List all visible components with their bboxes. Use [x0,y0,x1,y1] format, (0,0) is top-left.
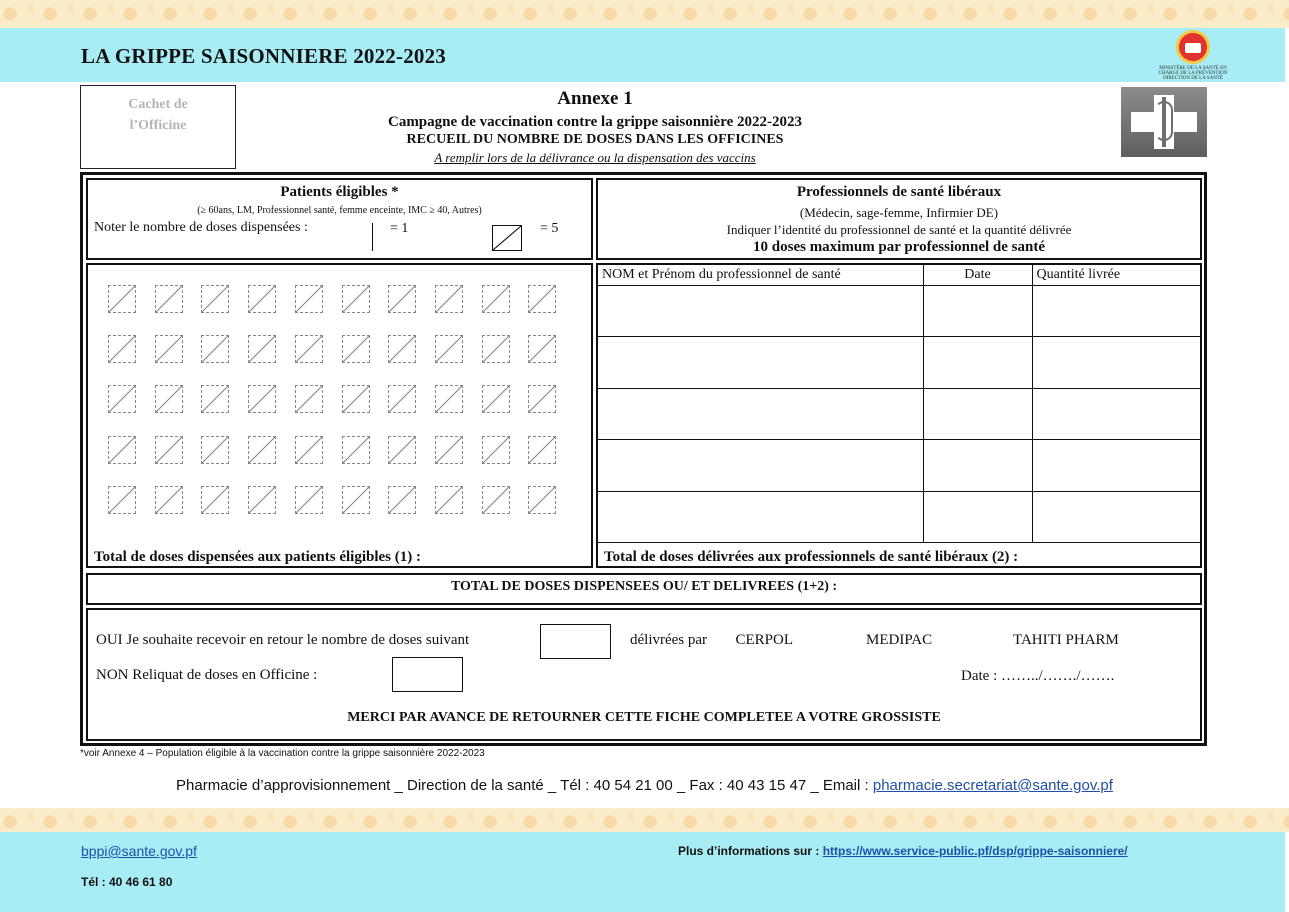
oui-option-label: OUI Je souhaite recevoir en retour le nombre de doses suivant [96,632,470,648]
dose-tally-box[interactable] [201,436,229,464]
dose-tally-box[interactable] [342,486,370,514]
supplier-tahiti-pharm-label: TAHITI PHARM [1013,632,1119,648]
dose-tally-box[interactable] [482,335,510,363]
dose-tally-box[interactable] [155,285,183,313]
dose-tally-box[interactable] [528,335,556,363]
grand-total-label: TOTAL DE DOSES DISPENSEES OU/ ET DELIVREES (1+2) : [450,579,838,594]
dose-tally-box[interactable] [482,385,510,413]
dose-tally-box[interactable] [108,335,136,363]
dose-tally-box[interactable] [342,385,370,413]
dose-count-instruction: Noter le nombre de doses dispensées : [94,220,308,235]
date-cell[interactable] [923,337,1032,389]
professionals-table-area [596,263,1202,568]
professionals-limit: 10 doses maximum par professionnel de santé [753,239,1045,255]
footnote: *voir Annexe 4 – Population éligible à la vaccination contre la grippe saisonnière 2022-2023 [80,748,485,759]
dose-tally-box[interactable] [108,385,136,413]
tally-five-icon [492,225,522,251]
annexe-instruction: A remplir lors de la délivrance ou la dispensation des vaccins [434,150,756,165]
pharmacy-cross-icon [1121,87,1207,157]
dose-tally-box[interactable] [155,436,183,464]
form-frame [80,172,1207,746]
name-cell[interactable] [598,337,923,389]
dose-tally-box[interactable] [482,285,510,313]
supplier-medipac-option[interactable] [866,632,932,649]
dose-tally-box[interactable] [155,486,183,514]
professionals-header [596,178,1202,260]
dose-tally-box[interactable] [388,285,416,313]
doses-return-input[interactable] [540,624,611,659]
date-cell[interactable] [923,491,1032,543]
date-field[interactable]: Date : ……../……./……. [961,668,1115,684]
non-option[interactable] [96,667,317,684]
dose-tally-box[interactable] [528,285,556,313]
professionals-instruction: Indiquer l’identité du professionnel de santé et la quantité délivrée [726,222,1072,237]
decorative-top-band [0,0,1289,28]
dose-tally-box[interactable] [482,486,510,514]
professionals-table [598,265,1202,543]
table-row [598,337,1202,389]
dose-tally-box[interactable] [388,385,416,413]
stamp-label-line2: l’Officine [129,118,187,133]
dose-tally-box[interactable] [201,486,229,514]
logo-caption: MINISTÈRE DE LA SANTÉ EN CHARGE DE LA PRÉVENTION DIRECTION DE LA SANTÉ [1158,66,1228,81]
dose-tally-box[interactable] [295,486,323,514]
dose-tally-box[interactable] [342,436,370,464]
patients-title: Patients éligibles * [280,184,399,200]
professionals-total-label: Total de doses délivrées aux professionnels de santé libéraux (2) : [604,549,1019,565]
order-options-box [86,608,1202,741]
dose-tally-box[interactable] [248,385,276,413]
professionals-types: (Médecin, sage-femme, Infirmier DE) [799,205,999,220]
grand-total-box [86,573,1202,605]
patients-criteria: (≥ 60ans, LM, Professionnel santé, femme enceinte, IMC ≥ 40, Autres) [197,205,482,216]
page-title: LA GRIPPE SAISONNIERE 2022-2023 [81,44,447,68]
dose-tally-box[interactable] [155,385,183,413]
patients-header [86,178,593,260]
dose-tally-box[interactable] [295,335,323,363]
dose-tally-box[interactable] [248,486,276,514]
dose-tally-box[interactable] [528,436,556,464]
name-cell[interactable] [598,388,923,440]
supplier-cerpol-option[interactable] [728,632,793,649]
quantity-cell[interactable] [1032,440,1202,492]
footer-info-link[interactable]: https://www.service-public.pf/dsp/grippe-saisonniere/ [822,844,1128,858]
dose-tally-box[interactable] [295,436,323,464]
tally-mark-icon [372,223,373,251]
name-cell[interactable] [598,440,923,492]
footer-phone: Tél : 40 46 61 80 [81,875,173,889]
date-cell[interactable] [923,285,1032,337]
dose-tally-box[interactable] [435,285,463,313]
dose-tally-box[interactable] [342,285,370,313]
dose-tally-box[interactable] [248,285,276,313]
dose-tally-box[interactable] [295,285,323,313]
quantity-cell[interactable] [1032,388,1202,440]
dose-tally-box[interactable] [295,385,323,413]
dose-tally-box[interactable] [201,285,229,313]
footer-email-link[interactable]: bppi@sante.gov.pf [81,843,197,859]
non-option-label: NON Reliquat de doses en Officine : [96,667,318,683]
name-cell[interactable] [598,285,923,337]
oui-option[interactable] [96,632,469,649]
delivered-by-label: délivrées par [630,632,708,648]
pharmacy-stamp-box [80,85,236,169]
dose-tally-box[interactable] [248,335,276,363]
remaining-doses-input[interactable] [392,657,463,692]
dose-tally-box[interactable] [108,486,136,514]
decorative-bottom-band [0,808,1289,832]
stamp-label-line1: Cachet de [128,97,188,112]
dose-tally-box[interactable] [201,385,229,413]
dose-tally-box[interactable] [388,335,416,363]
header-bar [0,28,1285,82]
column-header-name: NOM et Prénom du professionnel de santé [598,265,923,285]
annexe-subtitle-2: RECUEIL DU NOMBRE DE DOSES DANS LES OFFICINES [406,132,784,147]
professionals-title: Professionnels de santé libéraux [796,184,1002,200]
dose-tally-box[interactable] [482,436,510,464]
dose-tally-box[interactable] [528,385,556,413]
footer-info-label: Plus d’informations sur : [678,844,823,858]
quantity-cell[interactable] [1032,491,1202,543]
dose-tally-box[interactable] [201,335,229,363]
thank-you-note: MERCI PAR AVANCE DE RETOURNER CETTE FICHE COMPLETEE A VOTRE GROSSISTE [347,710,941,725]
quantity-cell[interactable] [1032,337,1202,389]
table-row [598,285,1202,337]
annexe-subtitle: Campagne de vaccination contre la grippe saisonnière 2022-2023 [387,114,803,130]
date-cell[interactable] [923,388,1032,440]
dose-tally-box[interactable] [248,436,276,464]
contact-text: Pharmacie d’approvisionnement _ Direction de la santé _ Tél : 40 54 21 00 _ Fax : 40 43 15 47 _ Email : [176,777,873,794]
patients-tally-area [86,263,593,568]
dose-tally-box[interactable] [342,335,370,363]
contact-line [0,777,1289,794]
supplier-medipac-label: MEDIPAC [866,632,933,648]
table-row [598,440,1202,492]
supplier-cerpol-label: CERPOL [735,632,794,648]
contact-email-link[interactable]: pharmacie.secretariat@sante.gov.pf [872,777,1113,794]
dose-tally-box[interactable] [388,486,416,514]
ministry-logo [1150,28,1236,82]
column-header-date: Date [923,265,1032,285]
table-row [598,388,1202,440]
column-header-quantity: Quantité livrée [1032,265,1202,285]
annexe-title: Annexe 1 [557,88,633,109]
polynesia-emblem-icon [1176,30,1210,64]
dose-tally-box[interactable] [435,385,463,413]
legend-one: = 1 [390,221,409,236]
dose-tally-box[interactable] [435,436,463,464]
quantity-cell[interactable] [1032,285,1202,337]
dose-tally-box[interactable] [108,436,136,464]
supplier-tahiti-pharm-option[interactable] [1013,632,1119,649]
dose-tally-box[interactable] [388,436,416,464]
name-cell[interactable] [598,491,923,543]
footer-bar [0,832,1285,912]
dose-tally-box[interactable] [435,335,463,363]
date-cell[interactable] [923,440,1032,492]
dose-tally-box[interactable] [108,285,136,313]
annexe-heading [300,88,890,166]
dose-tally-box[interactable] [155,335,183,363]
table-row [598,491,1202,543]
patients-total-label: Total de doses dispensées aux patients éligibles (1) : [94,549,421,565]
dose-tally-box[interactable] [435,486,463,514]
footer-info [678,844,1128,858]
legend-five: = 5 [540,221,559,236]
dose-tally-box[interactable] [528,486,556,514]
